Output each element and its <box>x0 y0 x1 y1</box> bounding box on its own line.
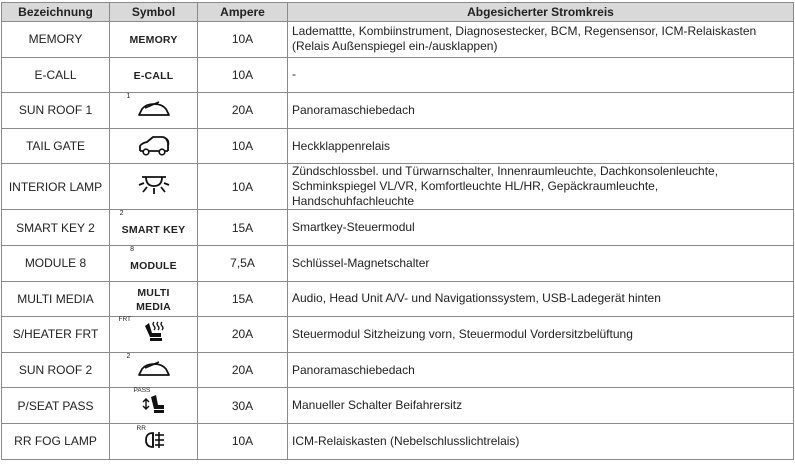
symbol-superscript: RR <box>136 424 146 432</box>
fuse-circuit: - <box>288 57 794 93</box>
circuit-line: Zündschlossbel. und Türwarnschalter, Innenraumleuchte, Dachkonsolenleuchte, <box>292 164 719 179</box>
sunroof-icon <box>126 352 171 379</box>
symbol-superscript: 1 <box>126 92 131 100</box>
fuse-circuit: Panoramaschiebedach <box>288 93 794 129</box>
fuse-ampere: 10A <box>198 22 288 58</box>
fuse-symbol <box>110 22 198 58</box>
symbol-label: MODULE <box>130 259 177 272</box>
rear-fog-lamp-icon <box>136 424 165 449</box>
circuit-line: Schminkspiegel VL/VR, Komfortleuchte HL/HR, Gepäckraumleuchte, <box>292 179 659 194</box>
fuse-ampere: 20A <box>198 317 288 353</box>
table-row <box>2 128 794 164</box>
table-row <box>2 22 794 58</box>
fuse-circuit: ICM-Relaiskasten (Nebelschlusslichtrelais) <box>288 423 794 459</box>
fuse-symbol <box>110 352 198 388</box>
fuse-ampere: 10A <box>198 128 288 164</box>
table-row <box>2 57 794 93</box>
fuse-table <box>1 2 794 460</box>
fuse-symbol <box>110 57 198 93</box>
fuse-ampere: 10A <box>198 164 288 210</box>
symbol-label: SMART KEY <box>121 224 186 237</box>
fuse-name: P/SEAT PASS <box>2 388 110 424</box>
header-ampere: Ampere <box>198 3 288 22</box>
symbol-label: E-CALL <box>133 69 174 82</box>
table-row <box>2 352 794 388</box>
symbol-group <box>119 210 186 237</box>
table-row <box>2 317 794 353</box>
fuse-ampere: 7,5A <box>198 245 288 281</box>
seat-heater-icon <box>118 315 167 345</box>
fuse-name: SUN ROOF 2 <box>2 352 110 388</box>
fuse-circuit: Smartkey-Steuermodul <box>288 210 794 246</box>
fuse-name: INTERIOR LAMP <box>2 164 110 210</box>
fuse-ampere: 10A <box>198 423 288 459</box>
fuse-name: E-CALL <box>2 57 110 93</box>
fuse-ampere: 15A <box>198 281 288 317</box>
symbol-superscript: FRT <box>118 315 132 323</box>
fuse-name: MODULE 8 <box>2 245 110 281</box>
fuse-name: SUN ROOF 1 <box>2 93 110 129</box>
symbol-superscript: 2 <box>119 210 124 218</box>
fuse-name: S/HEATER FRT <box>2 317 110 353</box>
symbol-superscript: 2 <box>126 352 131 360</box>
symbol-superscript: 8 <box>130 245 135 253</box>
fuse-ampere: 30A <box>198 388 288 424</box>
symbol-superscript: PASS <box>133 387 151 395</box>
tailgate-icon <box>137 134 171 156</box>
fuse-circuit: Manueller Schalter Beifahrersitz <box>288 388 794 424</box>
fuse-symbol <box>110 245 198 281</box>
header-symbol: Symbol <box>110 3 198 22</box>
fuse-symbol <box>110 317 198 353</box>
fuse-circuit: Audio, Head Unit A/V- und Navigationssystem, USB-Ladegerät hinten <box>288 281 794 317</box>
fuse-circuit <box>288 164 794 210</box>
fuse-symbol <box>110 281 198 317</box>
table-row <box>2 423 794 459</box>
fuse-name: SMART KEY 2 <box>2 210 110 246</box>
circuit-line: (Relais Außenspiegel ein-/ausklappen) <box>292 39 498 54</box>
symbol-label: MEMORY <box>129 34 178 47</box>
interior-lamp-icon <box>138 174 170 196</box>
fuse-symbol <box>110 93 198 129</box>
fuse-symbol <box>110 210 198 246</box>
fuse-circuit <box>288 22 794 58</box>
fuse-circuit: Schlüssel-Magnetschalter <box>288 245 794 281</box>
fuse-symbol <box>110 164 198 210</box>
power-seat-icon <box>133 387 166 415</box>
table-row <box>2 281 794 317</box>
symbol-label: MEDIA <box>136 300 171 313</box>
header-row <box>2 3 794 22</box>
fuse-ampere: 15A <box>198 210 288 246</box>
fuse-ampere: 20A <box>198 93 288 129</box>
circuit-line: Handschuhfachleuchte <box>292 194 415 209</box>
table-row <box>2 164 794 210</box>
fuse-name: MEMORY <box>2 22 110 58</box>
sunroof-icon <box>126 92 171 119</box>
fuse-symbol <box>110 388 198 424</box>
fuse-symbol <box>110 423 198 459</box>
circuit-line: Lademattte, Kombiinstrument, Diagnosestecker, BCM, Regensensor, ICM-Relaiskasten <box>292 24 757 39</box>
table-row <box>2 388 794 424</box>
symbol-label: MULTI <box>137 286 170 299</box>
fuse-symbol <box>110 128 198 164</box>
fuse-circuit: Heckklappenrelais <box>288 128 794 164</box>
fuse-ampere: 20A <box>198 352 288 388</box>
fuse-name: TAIL GATE <box>2 128 110 164</box>
fuse-circuit: Panoramaschiebedach <box>288 352 794 388</box>
header-circuit: Abgesicherter Stromkreis <box>288 3 794 22</box>
table-row <box>2 93 794 129</box>
table-row <box>2 210 794 246</box>
fuse-ampere: 10A <box>198 57 288 93</box>
table-row <box>2 245 794 281</box>
fuse-circuit: Steuermodul Sitzheizung vorn, Steuermodul Vordersitzbelüftung <box>288 317 794 353</box>
fuse-name: RR FOG LAMP <box>2 423 110 459</box>
header-name: Bezeichnung <box>2 3 110 22</box>
fuse-name: MULTI MEDIA <box>2 281 110 317</box>
symbol-group <box>130 245 177 272</box>
